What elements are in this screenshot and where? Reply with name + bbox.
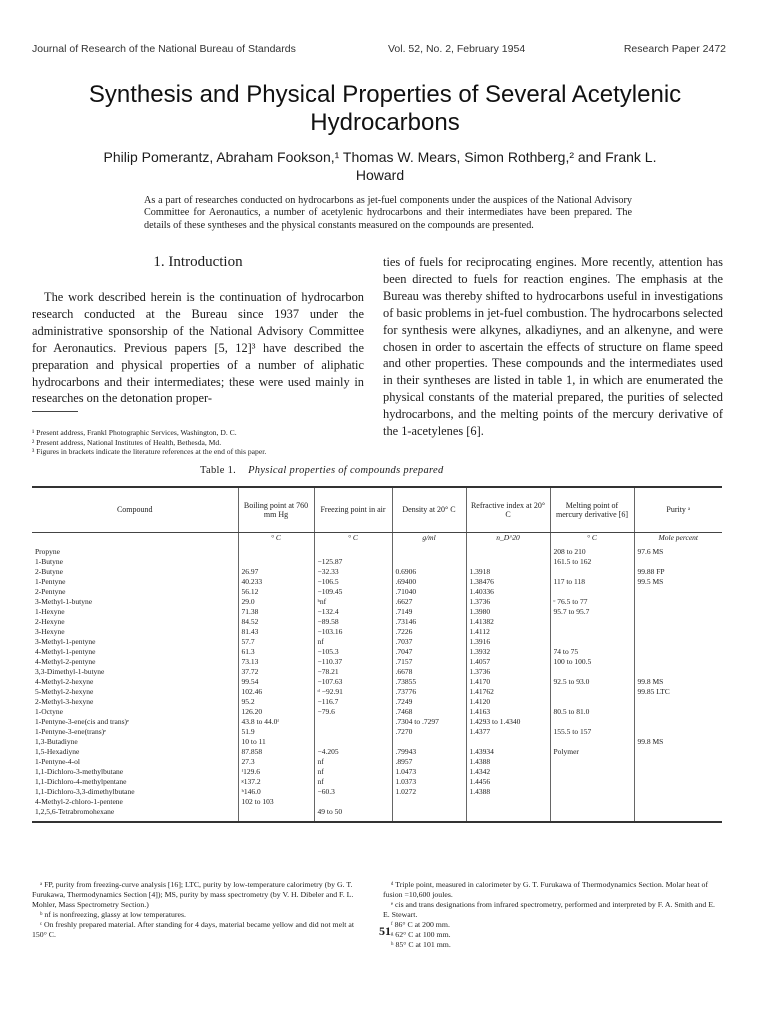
compound-name-cell: 3,3-Dimethyl-1-butyne xyxy=(35,667,105,676)
table-cell: 27.3 xyxy=(238,757,314,767)
compound-name-cell: 1,2,5,6-Tetrabromohexane xyxy=(32,807,238,822)
column-header: Density at 20° C xyxy=(392,487,466,533)
table-cell xyxy=(634,607,722,617)
table-row xyxy=(32,757,722,767)
authors-line-2: Howard xyxy=(355,167,405,183)
table-cell xyxy=(550,617,634,627)
table-row xyxy=(32,687,722,697)
table-cell: 51.9 xyxy=(238,727,314,737)
table-cell xyxy=(392,737,466,747)
table-footnote-g: ᵍ 62° C at 100 mm. xyxy=(391,930,451,939)
unit-cell: Mole percent xyxy=(634,533,722,548)
table-cell: 92.5 to 93.0 xyxy=(550,677,634,687)
column-header: Melting point of mercury derivative [6] xyxy=(550,487,634,533)
table-cell: .7226 xyxy=(392,627,466,637)
table-cell: 1.3918 xyxy=(466,567,550,577)
compound-name-cell: 2-Methyl-3-hexyne xyxy=(35,697,94,706)
table-cell xyxy=(634,717,722,727)
table-cell: 1.4377 xyxy=(466,727,550,737)
table-cell xyxy=(314,797,392,807)
compound-name-cell: 1-Octyne xyxy=(35,707,63,716)
table-cell: 1.4293 to 1.4340 xyxy=(466,717,550,727)
table-cell: 1.0272 xyxy=(392,787,466,797)
table-cell: 1.3980 xyxy=(466,607,550,617)
compound-name-cell: 1-Pentyne xyxy=(35,577,66,586)
table-cell xyxy=(238,547,314,557)
table-cell: .7468 xyxy=(392,707,466,717)
table-cell xyxy=(634,647,722,657)
table-cell: nf xyxy=(314,767,392,777)
table-cell: 80.5 to 81.0 xyxy=(550,707,634,717)
compound-name-cell: 2-Butyne xyxy=(35,567,63,576)
authors-line-1: Philip Pomerantz, Abraham Fookson,¹ Thomas W. Mears, Simon Rothberg,² and Frank L. xyxy=(103,149,657,165)
unit-cell: g/ml xyxy=(392,533,466,548)
author-list xyxy=(20,148,740,184)
table-footnote-h: ʰ 85° C at 101 mm. xyxy=(391,940,451,949)
volume-info: Vol. 52, No. 2, February 1954 xyxy=(388,43,526,55)
footnote-2: ² Present address, National Institutes of Health, Bethesda, Md. xyxy=(32,437,222,447)
table-cell: nf xyxy=(314,777,392,787)
table-cell: −32.33 xyxy=(314,567,392,577)
table-cell xyxy=(550,777,634,787)
table-row xyxy=(32,647,722,657)
table-cell: 99.85 LTC xyxy=(634,687,722,697)
table-cell xyxy=(550,587,634,597)
table-cell: 1.4456 xyxy=(466,777,550,787)
table-cell: 73.13 xyxy=(238,657,314,667)
column-header: Purity ᵃ xyxy=(634,487,722,533)
table-row xyxy=(32,597,722,607)
table-cell: 1.0373 xyxy=(392,777,466,787)
compound-name-cell: 1-Pentyne-4-ol xyxy=(35,757,80,766)
compound-name-cell: 1,1-Dichloro-3,3-dimethylbutane xyxy=(35,787,135,796)
compound-name-cell: 1-Pentyne-3-ene(cis and trans)ᵉ xyxy=(35,717,129,726)
unit-cell: ° C xyxy=(550,533,634,548)
table-cell xyxy=(634,557,722,567)
table-cell: 1.4170 xyxy=(466,677,550,687)
compound-name-cell: 3-Methyl-1-pentyne xyxy=(35,637,96,646)
table-row xyxy=(32,637,722,647)
table-row xyxy=(32,677,722,687)
table-cell xyxy=(550,627,634,637)
table-cell: .8957 xyxy=(392,757,466,767)
table-cell: 117 to 118 xyxy=(550,577,634,587)
table-row xyxy=(32,717,722,727)
table-cell: 40.233 xyxy=(238,577,314,587)
table-cell xyxy=(550,567,634,577)
table-cell: 155.5 to 157 xyxy=(550,727,634,737)
table-cell: 1.4057 xyxy=(466,657,550,667)
table-row xyxy=(32,657,722,667)
table-cell xyxy=(314,737,392,747)
page-number: 51 xyxy=(379,924,391,938)
table-cell: .6678 xyxy=(392,667,466,677)
title-line-1: Synthesis and Physical Properties of Several Acetylenic xyxy=(88,81,682,108)
table-cell: Polymer xyxy=(550,747,634,757)
compound-name-cell: 1-Pentyne-3-ene(trans)ᵉ xyxy=(35,727,107,736)
table-cell: 37.72 xyxy=(238,667,314,677)
compound-name-cell: 1-Butyne xyxy=(35,557,63,566)
table-row xyxy=(32,787,722,797)
table-cell: 26.97 xyxy=(238,567,314,577)
table-cell: 1.4120 xyxy=(466,697,550,707)
table-cell: −103.16 xyxy=(314,627,392,637)
table-cell xyxy=(392,557,466,567)
table-cell xyxy=(550,637,634,647)
table-cell xyxy=(634,597,722,607)
footnotes xyxy=(32,428,372,457)
table-cell: ᵍ137.2 xyxy=(238,777,314,787)
table-cell: 1.0473 xyxy=(392,767,466,777)
table-cell: 99.5 MS xyxy=(634,577,722,587)
table-cell xyxy=(466,547,550,557)
table-cell: 1.4388 xyxy=(466,787,550,797)
table-footnote-a: ᵃ FP, purity from freezing-curve analysis [16]; LTC, purity by low-temperature calorimetry (by G. T. Furukawa, Thermodynamics Section [4]); MS, purity by mass spectrometry (by V. H. Dibeler and F. L. Mohler, Mass Spectrometry Section.) xyxy=(32,880,354,909)
table-cell: −106.5 xyxy=(314,577,392,587)
table-cell: −89.58 xyxy=(314,617,392,627)
table-cell: −105.3 xyxy=(314,647,392,657)
unit-cell: ° C xyxy=(314,533,392,548)
table-cell xyxy=(634,627,722,637)
footnote-1: ¹ Present address, Frankl Photographic Services, Washington, D. C. xyxy=(32,428,237,437)
table-footnote-c: ᶜ On freshly prepared material. After standing for 4 days, material became yellow and did not melt at 150° C. xyxy=(32,920,354,939)
table-row xyxy=(32,807,722,822)
table-cell: 99.8 MS xyxy=(634,677,722,687)
unit-cell: n_D^20 xyxy=(466,533,550,548)
compound-name-cell: Propyne xyxy=(35,547,60,556)
table-cell: 208 to 210 xyxy=(550,547,634,557)
table-cell: .6627 xyxy=(392,597,466,607)
table-row xyxy=(32,697,722,707)
table-cell: 29.0 xyxy=(238,597,314,607)
table-cell xyxy=(550,767,634,777)
table-cell: −4.205 xyxy=(314,747,392,757)
table-cell: 1.41762 xyxy=(466,687,550,697)
table-cell xyxy=(466,797,550,807)
table-cell: 43.8 to 44.0ᶠ xyxy=(238,717,314,727)
table-cell: .7249 xyxy=(392,697,466,707)
table-cell: 1.3932 xyxy=(466,647,550,657)
table-cell xyxy=(392,807,466,822)
table-row xyxy=(32,607,722,617)
table-cell: .7047 xyxy=(392,647,466,657)
table-cell xyxy=(550,717,634,727)
column-header: Freezing point in air xyxy=(314,487,392,533)
table-cell: −116.7 xyxy=(314,697,392,707)
compound-name-cell: 4-Methyl-1-pentyne xyxy=(35,647,96,656)
table-cell: 1.4112 xyxy=(466,627,550,637)
table-footnote-b: ᵇ nf is nonfreezing, glassy at low temperatures. xyxy=(40,910,186,919)
table-cell xyxy=(466,557,550,567)
table-cell: .69400 xyxy=(392,577,466,587)
table-cell xyxy=(550,687,634,697)
compound-name-cell: 2-Pentyne xyxy=(35,587,66,596)
table-cell: 1.4342 xyxy=(466,767,550,777)
table-row xyxy=(32,567,722,577)
table-footnotes-right xyxy=(383,880,723,950)
compound-name-cell: 3-Methyl-1-butyne xyxy=(35,597,93,606)
column-header: Refractive index at 20° C xyxy=(466,487,550,533)
compound-name-cell: 4-Methyl-2-hexyne xyxy=(35,677,94,686)
table-cell: −79.6 xyxy=(314,707,392,717)
table-row xyxy=(32,767,722,777)
table-cell xyxy=(634,707,722,717)
table-row xyxy=(32,707,722,717)
table-cell: −107.63 xyxy=(314,677,392,687)
table-cell: nf xyxy=(314,637,392,647)
table-cell xyxy=(466,737,550,747)
table-cell: 161.5 to 162 xyxy=(550,557,634,567)
compound-name-cell: 2-Hexyne xyxy=(35,617,65,626)
intro-paragraph-right: ties of fuels for reciprocating engines. More recently, attention has been directed to fuels for reaction engines. The emphasis at the Bureau was thereby shifted to hydrocarbons useful in investigations of basic problems in jet-fuel combustion. The hydrocarbons selected for synthesis were alkynes, alkadiynes, and an alkenyne, and were chosen in order to ascertain the effects of structure on flame speed and other properties. These compounds and the intermediates used in their syntheses are listed in table 1, in which are enumerated the physical constants of the material prepared, the purities of selected hydrocarbons, and the melting points of the mercury derivative of the 1-acetylenes [6]. xyxy=(383,255,723,439)
table-cell: 1.41382 xyxy=(466,617,550,627)
table-cell: 126.20 xyxy=(238,707,314,717)
table-cell xyxy=(550,697,634,707)
table-row xyxy=(32,797,722,807)
table-cell: .7037 xyxy=(392,637,466,647)
table-caption xyxy=(200,465,444,476)
compound-name-cell: 5-Methyl-2-hexyne xyxy=(35,687,94,696)
footnote-rule xyxy=(32,411,78,412)
table-cell xyxy=(238,557,314,567)
table-cell xyxy=(550,797,634,807)
table-cell: 10 to 11 xyxy=(238,737,314,747)
table-cell: 0.6906 xyxy=(392,567,466,577)
table-cell: ᵈ −92.91 xyxy=(314,687,392,697)
table-cell: 1.38476 xyxy=(466,577,550,587)
column-header: Compound xyxy=(32,487,238,533)
table-cell: −125.87 xyxy=(314,557,392,567)
table-cell xyxy=(634,657,722,667)
table-cell: 95.7 to 95.7 xyxy=(550,607,634,617)
table-row xyxy=(32,627,722,637)
table-cell: 1.40336 xyxy=(466,587,550,597)
table-cell: .7157 xyxy=(392,657,466,667)
table-cell: 97.6 MS xyxy=(634,547,722,557)
table-footnote-e: ᵉ cis and trans designations from infrared spectrometry, performed and interpreted by F. A. Smith and E. E. Stewart. xyxy=(383,900,715,919)
table-header xyxy=(32,487,722,533)
table-cell: 102.46 xyxy=(238,687,314,697)
table-cell: .73776 xyxy=(392,687,466,697)
table-cell xyxy=(634,787,722,797)
table-cell: 1.4388 xyxy=(466,757,550,767)
table-cell xyxy=(634,767,722,777)
footnote-3: ³ Figures in brackets indicate the literature references at the end of this paper. xyxy=(32,447,267,457)
properties-table xyxy=(32,486,722,823)
table-cell xyxy=(634,797,722,807)
table-cell xyxy=(634,777,722,787)
table-cell: −110.37 xyxy=(314,657,392,667)
table-cell xyxy=(634,667,722,677)
abstract: As a part of researches conducted on hydrocarbons as jet-fuel components under the auspices of the National Advisory Committee for Aeronautics, a number of acetylenic hydrocarbons and their intermediates have been prepared. The details of these syntheses and the physical constants measured on the compounds are presented. xyxy=(144,195,632,231)
table-cell xyxy=(634,617,722,627)
table-cell: .79943 xyxy=(392,747,466,757)
table-caption-title: Physical properties of compounds prepared xyxy=(248,465,444,476)
table-cell: −132.4 xyxy=(314,607,392,617)
left-column xyxy=(32,254,364,407)
table-caption-label: Table 1. xyxy=(200,465,237,476)
table-row xyxy=(32,747,722,757)
table-cell: 81.43 xyxy=(238,627,314,637)
table-cell: 71.38 xyxy=(238,607,314,617)
compound-name-cell: 1,1-Dichloro-4-methylpentane xyxy=(35,777,127,786)
table-cell xyxy=(634,637,722,647)
compound-name-cell: 1,1-Dichloro-3-methylbutane xyxy=(35,767,124,776)
table-cell: 1.3736 xyxy=(466,667,550,677)
table-cell xyxy=(392,797,466,807)
table-cell: 74 to 75 xyxy=(550,647,634,657)
table-cell xyxy=(634,807,722,822)
table-cell xyxy=(634,757,722,767)
journal-name: Journal of Research of the National Bureau of Standards xyxy=(32,43,296,55)
table-body xyxy=(32,533,722,823)
table-cell: ᵇnf xyxy=(314,597,392,607)
table-cell: 49 to 50 xyxy=(314,807,392,822)
table-cell: −109.45 xyxy=(314,587,392,597)
paper-title xyxy=(20,81,750,137)
table-cell: .7304 to .7297 xyxy=(392,717,466,727)
table-row xyxy=(32,587,722,597)
table-row xyxy=(32,617,722,627)
compound-name-cell: 1,5-Hexadiyne xyxy=(35,747,80,756)
table-cell xyxy=(550,737,634,747)
table-cell: .7149 xyxy=(392,607,466,617)
compound-name-cell: 3-Hexyne xyxy=(35,627,65,636)
table-cell: 102 to 103 xyxy=(238,797,314,807)
table-cell: 1.43934 xyxy=(466,747,550,757)
table-cell: 95.2 xyxy=(238,697,314,707)
column-header: Boiling point at 760 mm Hg xyxy=(238,487,314,533)
table-cell: 100 to 100.5 xyxy=(550,657,634,667)
table-cell xyxy=(634,697,722,707)
table-footnote-f: ᶠ 86° C at 200 mm. xyxy=(391,920,450,929)
table-row xyxy=(32,777,722,787)
table-row xyxy=(32,577,722,587)
table-cell: 99.8 MS xyxy=(634,737,722,747)
table-cell: −60.3 xyxy=(314,787,392,797)
table-cell xyxy=(314,547,392,557)
table-row xyxy=(32,737,722,747)
table-cell xyxy=(550,807,634,822)
unit-cell xyxy=(32,533,238,548)
unit-cell: ° C xyxy=(238,533,314,548)
compound-name-cell: 1-Hexyne xyxy=(35,607,65,616)
table-cell: nf xyxy=(314,757,392,767)
table-cell xyxy=(238,807,314,822)
table-cell: .73855 xyxy=(392,677,466,687)
table-cell xyxy=(392,547,466,557)
table-cell xyxy=(314,717,392,727)
compound-name-cell: 4-Methyl-2-pentyne xyxy=(35,657,96,666)
table-cell: .7270 xyxy=(392,727,466,737)
table-cell xyxy=(634,587,722,597)
table-row xyxy=(32,667,722,677)
table-cell: 57.7 xyxy=(238,637,314,647)
table-cell: .71040 xyxy=(392,587,466,597)
table-row xyxy=(32,727,722,737)
table-footnote-d: ᵈ Triple point, measured in calorimeter by G. T. Furukawa of Thermodynamics Section. Molar heat of fusion =10,600 joules. xyxy=(383,880,709,899)
table-cell xyxy=(550,787,634,797)
table-row xyxy=(32,547,722,557)
table-cell: 56.12 xyxy=(238,587,314,597)
section-heading: 1. Introduction xyxy=(153,254,243,270)
title-line-2: Hydrocarbons xyxy=(310,109,460,136)
intro-paragraph-left: The work described herein is the continuation of hydrocarbon research conducted at the Bureau since 1937 under the administrative sponsorship of the National Advisory Committee for Aeronautics. Previous papers [5, 12]³ have described the preparation and physical properties of a number of aliphatic hydrocarbons and their intermediates; these were used mainly in researches on the detonation proper- xyxy=(32,290,364,406)
table-cell: ᶠ129.6 xyxy=(238,767,314,777)
table-cell: 99.54 xyxy=(238,677,314,687)
table-cell: 61.3 xyxy=(238,647,314,657)
table-cell: 84.52 xyxy=(238,617,314,627)
table-cell: .73146 xyxy=(392,617,466,627)
table-cell: 87.858 xyxy=(238,747,314,757)
table-cell xyxy=(314,727,392,737)
table-cell: 1.3736 xyxy=(466,597,550,607)
compound-name-cell: 4-Methyl-2-chloro-1-pentene xyxy=(35,797,123,806)
table-cell: ʰ146.0 xyxy=(238,787,314,797)
table-cell: 1.4163 xyxy=(466,707,550,717)
table-cell xyxy=(550,757,634,767)
table-cell xyxy=(634,727,722,737)
table-cell: 1.3916 xyxy=(466,637,550,647)
paper-number: Research Paper 2472 xyxy=(623,43,726,55)
table-cell xyxy=(550,667,634,677)
table-cell xyxy=(466,807,550,822)
table-row xyxy=(32,557,722,567)
table-cell: ᶜ 76.5 to 77 xyxy=(550,597,634,607)
compound-name-cell: 1,3-Butadiyne xyxy=(35,737,78,746)
table-cell xyxy=(634,747,722,757)
table-cell: −78.21 xyxy=(314,667,392,677)
table-cell: 99.88 FP xyxy=(634,567,722,577)
